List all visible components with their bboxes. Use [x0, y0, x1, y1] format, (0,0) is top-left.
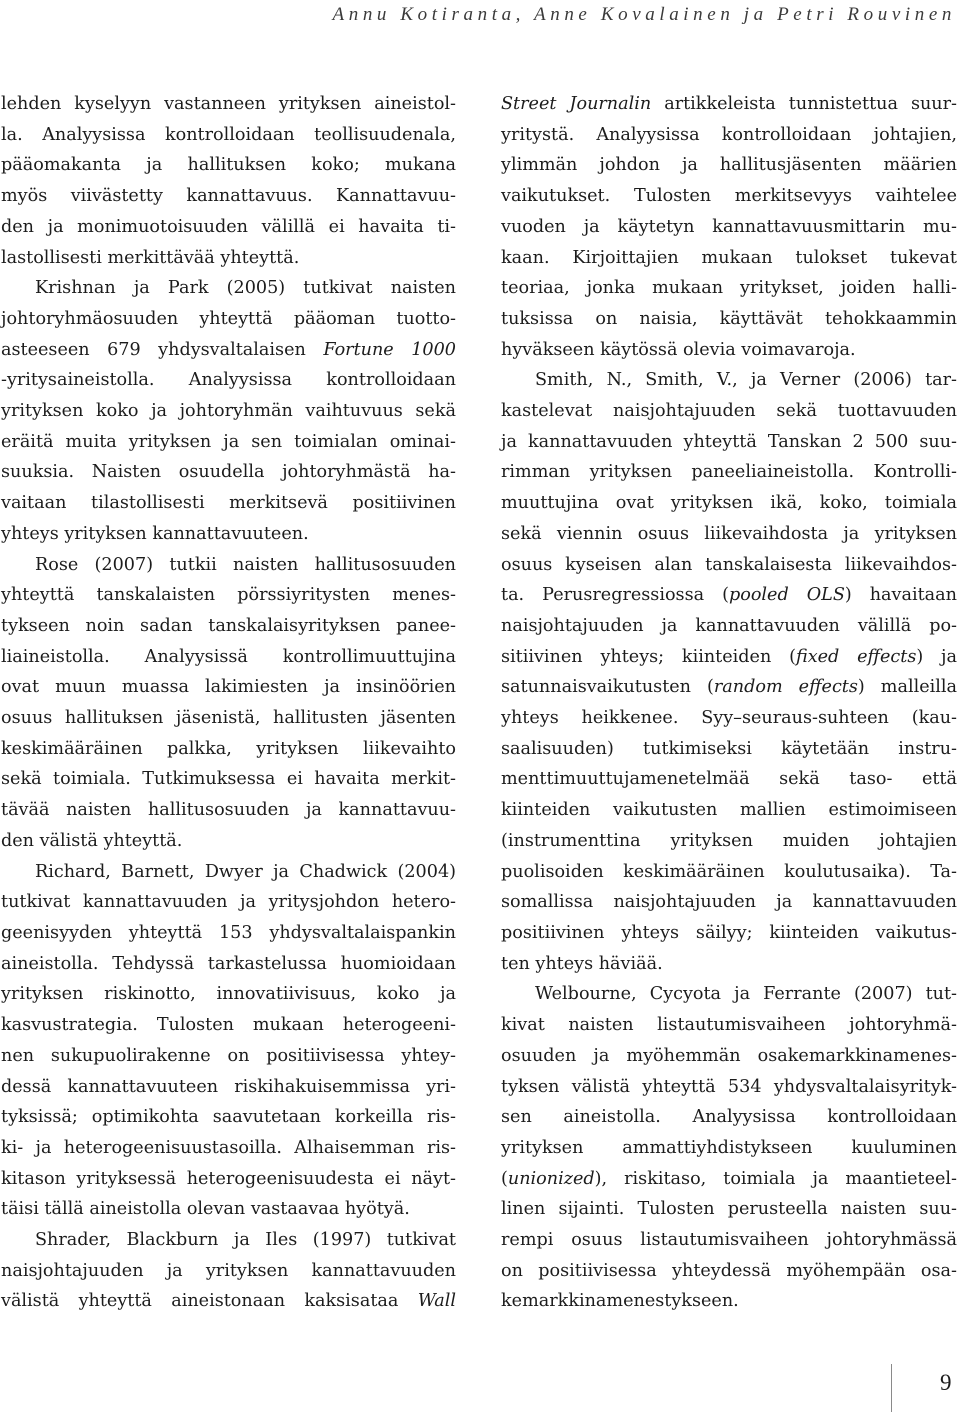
text-line: kastelevat naisjohtajuuden sekä tuottavuuden — [501, 401, 957, 422]
text-line: geenisyyden yhteyttä 153 yhdysvaltalaispankin — [1, 922, 456, 943]
text-line: liaineistolla. Analyysissä kontrollimuuttujina — [1, 646, 456, 667]
paragraph — [501, 979, 957, 1317]
text-line: yhteys heikkenee. Syy–seuraus-suhteen (kau- — [501, 708, 957, 729]
text-segment: välistä yhteyttä aineistonaan kaksisataa — [1, 1291, 418, 1312]
text-line — [501, 642, 957, 673]
text-line: osuus kyseisen alan tanskalaisesta liikevaihdos- — [501, 554, 957, 575]
text-line: on positiivisessa yhteydessä myöhempään osa- — [501, 1260, 957, 1281]
text-segment: ta. Perusregressiossa ( — [501, 585, 729, 606]
text-segment: ) malleilla — [857, 677, 957, 698]
text-line: Welbourne, Cycyota ja Ferrante (2007) tut- — [535, 984, 957, 1005]
text-segment: ) ja — [916, 646, 958, 667]
text-line: lehden kyselyyn vastanneen yrityksen aineistol- — [1, 94, 456, 114]
text-line — [1, 1286, 456, 1317]
text-line: den ja monimuotoisuuden välillä ei havaita ti- — [1, 216, 456, 237]
text-line — [501, 89, 957, 120]
text-line: den välistä yhteyttä. — [1, 830, 183, 851]
page-number: 9 — [940, 1370, 952, 1395]
text-segment: artikkeleista tunnistettua suur- — [651, 94, 957, 114]
text-line: eräitä muita yrityksen ja sen toimialan ominai- — [1, 431, 456, 452]
text-line: Krishnan ja Park (2005) tutkivat naisten — [35, 278, 456, 299]
text-line: sen aineistolla. Analyysissa kontrolloidaan — [501, 1107, 957, 1128]
text-segment: ) havaitaan — [844, 585, 957, 606]
text-line: dessä kannattavuuteen riskihakuisemmissa yri- — [1, 1076, 456, 1097]
text-line: vaikutukset. Tulosten merkitsevyys vaihtelee — [501, 186, 957, 207]
text-line: vuoden ja käytetyn kannattavuusmittarin mu- — [501, 216, 957, 237]
text-line: yrityksen riskinotto, innovatiivisuus, koko ja — [1, 984, 456, 1005]
text-line: tykseen noin sadan tanskalaisyrityksen panee- — [1, 615, 456, 636]
text-line: linen sijainti. Tulosten perusteella naisten suu- — [501, 1199, 957, 1220]
text-line: kasvustrategia. Tulosten mukaan heterogeeni- — [1, 1015, 456, 1036]
text-line: lastollisesti merkittävää yhteyttä. — [1, 247, 300, 268]
text-line: yritystä. Analyysissa kontrolloidaan johtajien, — [501, 124, 957, 145]
text-line: keskimääräinen palkka, yrityksen liikevaihto — [1, 738, 456, 759]
text-line: hyväkseen käytössä olevia voimavaroja. — [501, 339, 856, 360]
text-line: johtoryhmäosuuden yhteyttä pääoman tuotto- — [1, 308, 456, 329]
italic-text: Fortune 1000 — [323, 339, 456, 360]
text-line — [1, 335, 456, 366]
text-line: tuksissa on naisia, käyttävät tehokkaammin — [501, 308, 957, 329]
right-column — [501, 89, 957, 1317]
text-line: kemarkkinamenestykseen. — [501, 1291, 739, 1312]
text-line: sekä toimiala. Tutkimuksessa ei havaita merkit- — [1, 769, 456, 790]
paragraph — [1, 89, 456, 273]
italic-text: pooled OLS — [728, 585, 845, 606]
text-line: ylimmän johdon ja hallitusjäsenten määrien — [501, 155, 957, 176]
text-segment: ), riskitaso, toimiala ja maantieteel- — [594, 1168, 957, 1189]
text-line: -yritysaineistolla. Analyysissa kontrolloidaan — [1, 370, 456, 391]
page-number-rule — [891, 1364, 892, 1412]
text-line: teoriaa, jonka mukaan yritykset, joiden halli- — [501, 278, 957, 299]
running-header: Annu Kotiranta, Anne Kovalainen ja Petri Rouvinen — [332, 4, 956, 25]
text-line: tyksissä; optimikohta saavutetaan korkeilla ris- — [1, 1107, 456, 1128]
paragraph — [1, 1225, 456, 1317]
paragraph — [1, 273, 456, 549]
text-line: (instrumenttina yrityksen muiden johtajien — [501, 830, 957, 851]
italic-text: unionized — [507, 1168, 595, 1189]
paragraph — [1, 550, 456, 857]
text-segment: asteeseen 679 yhdysvaltalaisen — [1, 339, 324, 360]
text-line: tävää naisten hallitusosuuden ja kannattavuu- — [1, 800, 456, 821]
text-line: Smith, N., Smith, V., ja Verner (2006) tar- — [535, 370, 957, 391]
text-line: muuttujina ovat yrityksen ikä, koko, toimiala — [501, 493, 957, 514]
text-line: kiinteiden vaikutusten mallien estimoimiseen — [501, 800, 957, 821]
text-line — [501, 580, 957, 611]
text-line — [501, 672, 957, 703]
text-line: yhteys yrityksen kannattavuuteen. — [1, 523, 309, 544]
text-line: naisjohtajuuden ja kannattavuuden välillä po- — [501, 615, 957, 636]
text-line: kivat naisten listautumisvaiheen johtoryhmä- — [501, 1015, 957, 1036]
text-line: Rose (2007) tutkii naisten hallitusosuuden — [35, 554, 456, 575]
text-line: osuuden ja myöhemmän osakemarkkinamenes- — [501, 1045, 957, 1066]
text-line: täisi tällä aineistolla olevan vastaavaa hyötyä. — [1, 1199, 410, 1220]
text-line: pääomakanta ja hallituksen koko; mukana — [1, 155, 456, 176]
text-segment: ( — [501, 1168, 508, 1189]
italic-text: fixed effects — [795, 646, 917, 667]
text-line: vaitaan tilastollisesti merkitsevä positiivinen — [1, 493, 456, 514]
text-line: myös viivästetty kannattavuus. Kannattavuu- — [1, 186, 456, 207]
text-line: naisjohtajuuden ja yrityksen kannattavuuden — [1, 1260, 456, 1281]
text-line: tyksen välistä yhteyttä 534 yhdysvaltalaisyrityk- — [501, 1076, 957, 1097]
text-segment: satunnaisvaikutusten ( — [501, 677, 714, 698]
text-segment: sitiivinen yhteys; kiinteiden ( — [501, 646, 796, 667]
text-line — [501, 1164, 957, 1195]
text-line: rimman yrityksen paneeliaineistolla. Kontrolli- — [501, 462, 957, 483]
text-line: saalisuuden) tutkimiseksi käytetään instru- — [501, 738, 957, 759]
text-line: somallissa naisjohtajuuden ja kannattavuuden — [501, 892, 957, 913]
text-line: ten yhteys häviää. — [501, 953, 663, 974]
text-line: kitason yrityksessä heterogeenisuudesta ei näyt- — [1, 1168, 456, 1189]
italic-text: Wall — [417, 1291, 456, 1312]
paragraph — [1, 857, 456, 1225]
text-line: ki- ja heterogeenisuustasoilla. Alhaisemman ris- — [1, 1137, 456, 1158]
text-line: yhteyttä tanskalaisten pörssiyritysten menes- — [1, 585, 456, 606]
text-line: aineistolla. Tehdyssä tarkastelussa huomioidaan — [1, 953, 456, 974]
paragraph — [501, 89, 957, 365]
text-line: sekä viennin osuus liikevaihdosta ja yrityksen — [501, 523, 957, 544]
text-line: ja kannattavuuden yhteyttä Tanskan 2 500 suu- — [501, 431, 957, 452]
text-line: la. Analyysissa kontrolloidaan teollisuudenala, — [1, 124, 456, 145]
text-line: yrityksen ammattiyhdistykseen kuuluminen — [501, 1137, 957, 1158]
text-line: osuus hallituksen jäsenistä, hallitusten jäsenten — [1, 708, 456, 729]
text-line: positiivinen yhteys säilyy; kiinteiden vaikutus- — [501, 922, 957, 943]
paragraph — [501, 365, 957, 979]
text-line: kaan. Kirjoittajien mukaan tulokset tukevat — [501, 247, 957, 268]
text-line: yrityksen koko ja johtoryhmän vaihtuvuus sekä — [1, 401, 456, 422]
text-line: ovat muun muassa lakimiesten ja insinöörien — [1, 677, 456, 698]
text-line: Shrader, Blackburn ja Iles (1997) tutkivat — [35, 1230, 456, 1251]
text-line: Richard, Barnett, Dwyer ja Chadwick (2004) — [35, 861, 456, 882]
text-line: nen sukupuolirakenne on positiivisessa yhtey- — [1, 1045, 456, 1066]
text-line: menttimuuttujamenetelmää sekä taso- että — [501, 769, 957, 790]
italic-text: Street Journalin — [501, 94, 652, 114]
text-line: rempi osuus listautumisvaiheen johtoryhmässä — [501, 1230, 957, 1251]
text-line: tutkivat kannattavuuden ja yritysjohdon hetero- — [1, 892, 456, 913]
italic-text: random effects — [713, 677, 858, 698]
text-line: puolisoiden keskimääräinen koulutusaika). Ta- — [501, 861, 957, 882]
left-column — [1, 89, 456, 1317]
text-line: suuksia. Naisten osuudella johtoryhmästä ha- — [1, 462, 456, 483]
